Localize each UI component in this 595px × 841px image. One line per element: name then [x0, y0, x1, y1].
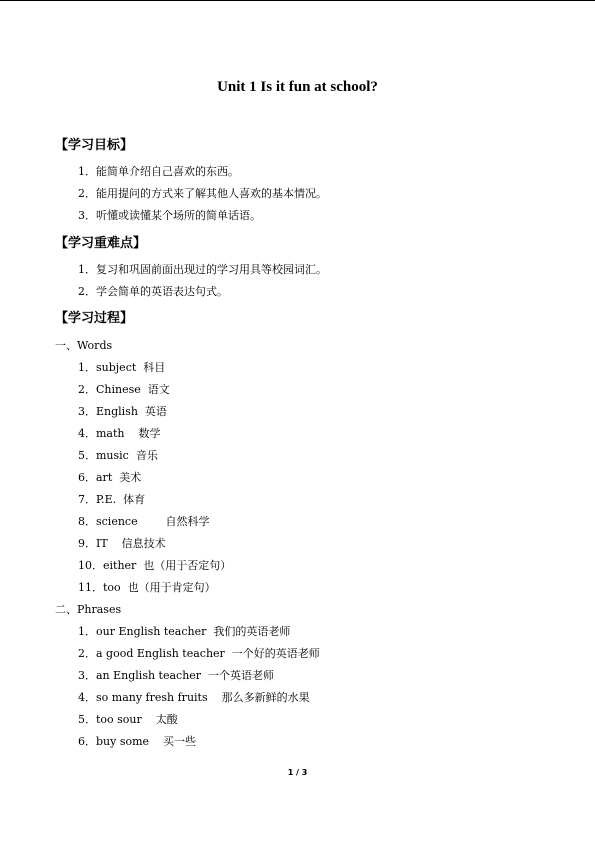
phrase-item: 5．too sour 太酸 [78, 713, 178, 726]
phrase-item: 3．an English teacher 一个英语老师 [78, 669, 275, 682]
phrase-item: 6．buy some 买一些 [78, 735, 197, 748]
key-point-item: 1．复习和巩固前面出现过的学习用具等校园词汇。 [78, 263, 327, 276]
word-item: 10．either 也（用于否定句） [78, 559, 232, 572]
top-border-line [0, 0, 595, 1]
word-item: 4．math 数学 [78, 427, 161, 440]
goal-item: 2．能用提问的方式来了解其他人喜欢的基本情况。 [78, 187, 327, 200]
word-item: 5．music 音乐 [78, 449, 158, 462]
phrase-item: 1．our English teacher 我们的英语老师 [78, 625, 291, 638]
section-heading-key-points: 【学习重难点】 [55, 236, 147, 251]
phrase-item: 2．a good English teacher 一个好的英语老师 [78, 647, 320, 660]
word-item: 11．too 也（用于肯定句） [78, 581, 216, 594]
word-item: 8．science 自然科学 [78, 515, 210, 528]
document-title: Unit 1 Is it fun at school? [217, 79, 378, 95]
goal-item: 1．能简单介绍自己喜欢的东西。 [78, 165, 239, 178]
section-heading-goals: 【学习目标】 [55, 138, 134, 153]
word-item: 7．P.E. 体育 [78, 493, 146, 506]
page-number: 1 / 3 [287, 768, 308, 777]
goal-item: 3．听懂或读懂某个场所的简单话语。 [78, 209, 261, 222]
word-item: 3．English 英语 [78, 405, 167, 418]
word-item: 6．art 美术 [78, 471, 142, 484]
word-item: 2．Chinese 语文 [78, 383, 170, 396]
words-label: 一、Words [55, 339, 113, 352]
phrases-label: 二、Phrases [55, 603, 122, 616]
word-item: 9．IT 信息技术 [78, 537, 166, 550]
key-point-item: 2．学会简单的英语表达句式。 [78, 285, 228, 298]
phrase-item: 4．so many fresh fruits 那么多新鲜的水果 [78, 691, 310, 704]
word-item: 1．subject 科目 [78, 361, 166, 374]
section-heading-process: 【学习过程】 [55, 311, 134, 326]
